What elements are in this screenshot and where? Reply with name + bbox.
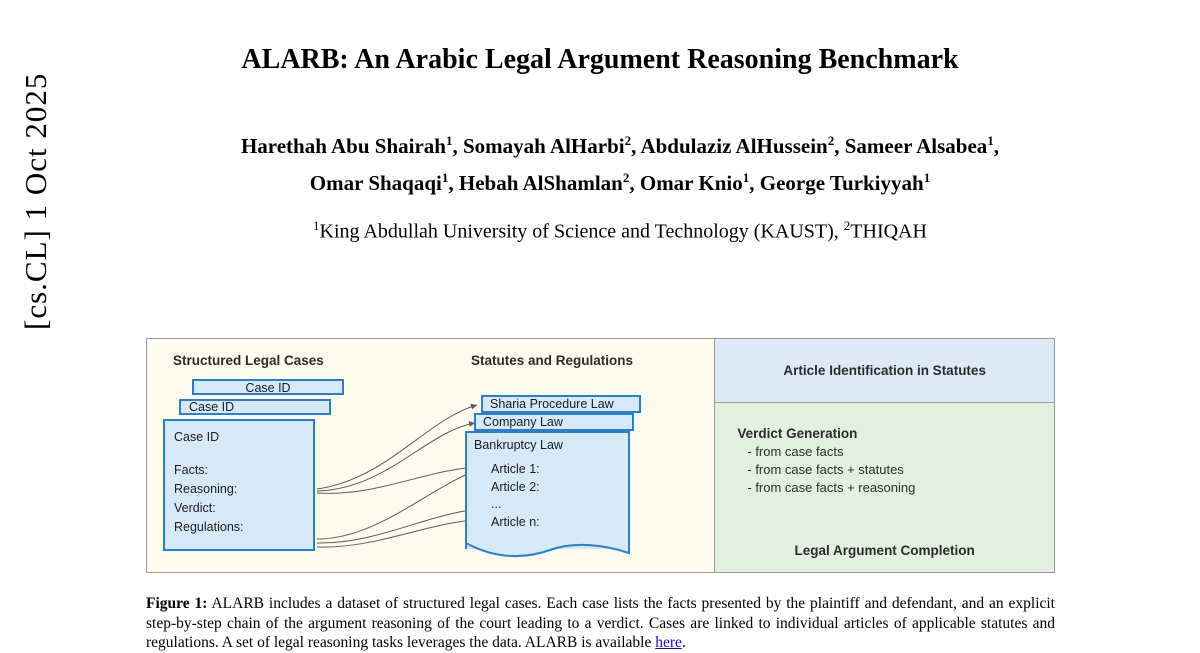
author: Omar Knio$^1$	[639, 170, 750, 195]
author: Sameer Alsabea$^1$	[844, 133, 994, 158]
affiliation-name: THIQAH	[850, 220, 927, 243]
figure-caption	[146, 594, 1055, 653]
article-item: Article n:	[491, 514, 540, 529]
statute-title: Bankruptcy Law	[474, 438, 563, 452]
statute-bankruptcy-law	[465, 431, 630, 549]
author: Omar Shaqaqi$^1$	[309, 170, 449, 195]
case-card-middle	[179, 399, 331, 415]
article-item: ...	[491, 497, 502, 511]
document-wavy-edge	[465, 543, 630, 559]
article-item: Article 1:	[491, 462, 540, 476]
figure-right-panel	[714, 339, 1054, 572]
verdict-generation-item: - from case facts + statutes	[747, 462, 904, 477]
verdict-generation-item: - from case facts	[747, 444, 844, 459]
article-list	[491, 461, 540, 531]
author: George Turkiyyah$^1$	[759, 170, 931, 195]
author: Abdulaziz AlHussein$^2$	[640, 133, 835, 158]
affiliation-marker: 1	[313, 218, 320, 233]
figure-caption-text: ALARB includes a dataset of structured legal cases. Each case lists the facts presented by the plaintiff and defendant, and an explicit step-by-step chain of the argument reasoning of the court leading to a verdict. Cases are linked to individual articles of applicable statutes and regulations. A set of legal reasoning tasks leverages the data. ALARB is available	[146, 595, 1055, 651]
author: Harethah Abu Shairah$^1$	[240, 133, 453, 158]
task-article-identification	[715, 339, 1054, 403]
case-id-label: Case ID	[189, 400, 235, 414]
task-label: Article Identification in Statutes	[783, 363, 986, 378]
affiliation-name: King Abdullah University of Science and Technology (KAUST),	[319, 220, 839, 243]
affiliation-list	[140, 218, 1100, 244]
affiliation-marker: 2	[843, 218, 851, 233]
case-field-verdict: Verdict:	[174, 501, 216, 515]
figure-caption-period: .	[681, 634, 686, 651]
case-card-back	[192, 379, 344, 395]
statutes-regulations-title: Statutes and Regulations	[471, 353, 634, 368]
case-card-front	[163, 419, 315, 551]
statute-company-law: Company Law	[474, 413, 634, 431]
article-item: Article 2:	[491, 479, 540, 494]
figure-caption-label: Figure 1:	[146, 595, 208, 612]
case-id-label: Case ID	[245, 381, 291, 395]
case-field-reasoning: Reasoning:	[174, 482, 238, 496]
verdict-generation-block	[737, 425, 915, 497]
case-field-regulations: Regulations:	[174, 520, 244, 534]
case-card-body	[174, 428, 244, 537]
author: Hebah AlShamlan$^2$	[458, 170, 630, 195]
arxiv-stamp: [cs.CL] 1 Oct 2025	[18, 72, 53, 330]
figure-1	[146, 338, 1055, 573]
task-generation-panel	[715, 403, 1054, 572]
case-id-label: Case ID	[174, 430, 220, 444]
dataset-link[interactable]: here	[655, 634, 682, 651]
task-legal-argument-completion: Legal Argument Completion	[794, 543, 975, 558]
author: Somayah AlHarbi$^2$	[462, 133, 632, 158]
case-field-facts: Facts:	[174, 463, 209, 477]
verdict-generation-title: Verdict Generation	[737, 426, 858, 441]
structured-legal-cases-title: Structured Legal Cases	[173, 353, 324, 368]
page-title: ALARB: An Arabic Legal Argument Reasoning Benchmark	[241, 44, 959, 75]
figure-left-panel	[147, 339, 714, 572]
verdict-generation-item: - from case facts + reasoning	[747, 480, 916, 495]
author-list: Harethah Abu Shairah$^1$, Somayah AlHarbi$^2$, Abdulaziz AlHussein$^2$, Sameer Alsabea$^1$, Omar Shaqaqi$^1$, Hebah AlShamlan$^2$, Omar Knio$^1$, George Turkiyyah$^1$	[240, 133, 1000, 195]
statute-sharia-procedure-law: Sharia Procedure Law	[481, 395, 641, 413]
